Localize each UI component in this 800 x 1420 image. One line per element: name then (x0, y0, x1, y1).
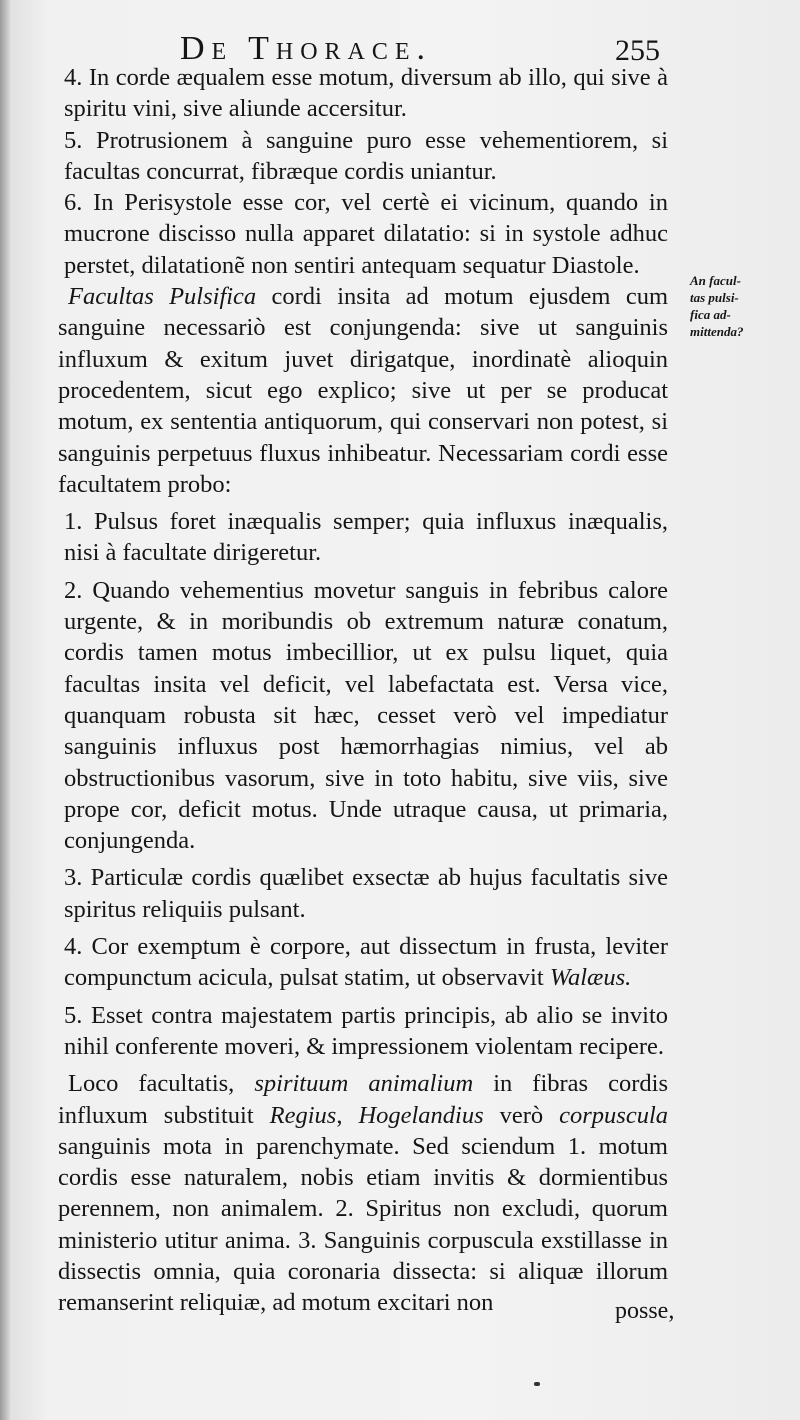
item-text: 4. Cor exemptum è corpore, aut dissectum in frusta, leviter compunctum acicula, pulsat statim, ut observavit (64, 933, 668, 992)
italic-term: Facultas Pulsifica (68, 283, 257, 311)
ink-speck (534, 1382, 540, 1386)
margin-note-line: An facul- (690, 273, 741, 288)
paragraph-text: sanguinis mota in parenchymate. Sed sciendum 1. motum cordis esse naturalem, nobis etiam invitis & dormientibus perennem, non animalem. 2. Spiritus non excludi, quorum ministerio utitur anima. 3. Sanguinis corpuscula exstillasse in dissectis omnia, quia coronaria dissecta: si aliquæ illorum remanserint reliquiæ, ad motum excitari non (58, 1132, 668, 1317)
paragraph-text: , (336, 1101, 359, 1129)
margin-note-line: tas pulsi- (690, 290, 739, 305)
page-number: 255 (615, 34, 660, 67)
paragraph-text: in fibras cordis influxum substituit (58, 1070, 669, 1129)
numbered-item: 5. Protrusionem à sanguine puro esse vehementiorem, si facultas concurrat, fibræque cordis uniantur. (64, 126, 668, 185)
catchword: posse, (615, 1298, 675, 1324)
page-gutter-shadow (0, 0, 10, 1420)
italic-term: spirituum animalium (254, 1070, 474, 1098)
numbered-item: 3. Particulæ cordis quælibet exsectæ ab hujus facultatis sive spiritus reliquiis pulsant. (64, 864, 668, 923)
running-title: De Thorace. (180, 30, 433, 67)
italic-author: Walæus. (549, 964, 632, 992)
numbered-item: 2. Quando vehementius movetur sanguis in febribus calore urgente, & in moribundis ob extremum naturæ conatum, cordis tamen motus imbecillior, ut ex pulsu liquet, quia facultas insita vel deficit, vel labefactata est. Versa vice, quanquam robusta sit hæc, cesset verò vel impediatur sanguinis influxus post hæmorrhagias nimius, vel ab obstructionibus vasorum, sive in toto habitu, sive viis, sive prope cor, deficit motus. Unde utraque causa, ut primaria, conjungenda. (64, 576, 668, 855)
numbered-item: 1. Pulsus foret inæqualis semper; quia influxus inæqualis, nisi à facultate dirigeretur. (64, 508, 668, 567)
paragraph-text: verò (483, 1101, 560, 1129)
numbered-item (58, 931, 668, 994)
italic-author: Regius (269, 1101, 337, 1129)
italic-author: Hogelandius (358, 1101, 484, 1129)
paragraph-text: Loco facultatis, (68, 1070, 255, 1098)
paragraph-facultas (58, 281, 668, 500)
paragraph-text: cordi insita ad motum ejusdem cum sanguine necessariò est conjungenda: sive ut sanguinis influxum & exitum juvet dirigatque, inordinatè alioquin procedentem, sicut ego explico; sive ut per se producat motum, ex sententia antiquorum, qui conservari non potest, si sanguinis perpetuus fluxus inhibeatur. Necessariam cordi esse facultatem probo: (58, 283, 669, 498)
numbered-item: 4. In corde æqualem esse motum, diversum ab illo, qui sive à spiritu vini, sive aliunde accersitur. (64, 64, 668, 123)
margin-note (690, 272, 780, 340)
italic-term: corpuscula (559, 1101, 669, 1129)
paragraph-loco (58, 1068, 668, 1318)
numbered-item: 6. In Perisystole esse cor, vel certè ei vicinum, quando in mucrone discisso nulla apparet dilatatio: si in systole adhuc perstet, dilatationẽ non sentiri antequam sequatur Diastole. (64, 189, 668, 279)
body-text (58, 62, 668, 1319)
margin-note-line: fica ad- (690, 307, 731, 322)
margin-note-line: mittenda? (690, 324, 744, 339)
numbered-item: 5. Esset contra majestatem partis principis, ab alio se invito nihil conferente moveri, & impressionem violentam recipere. (64, 1001, 668, 1060)
